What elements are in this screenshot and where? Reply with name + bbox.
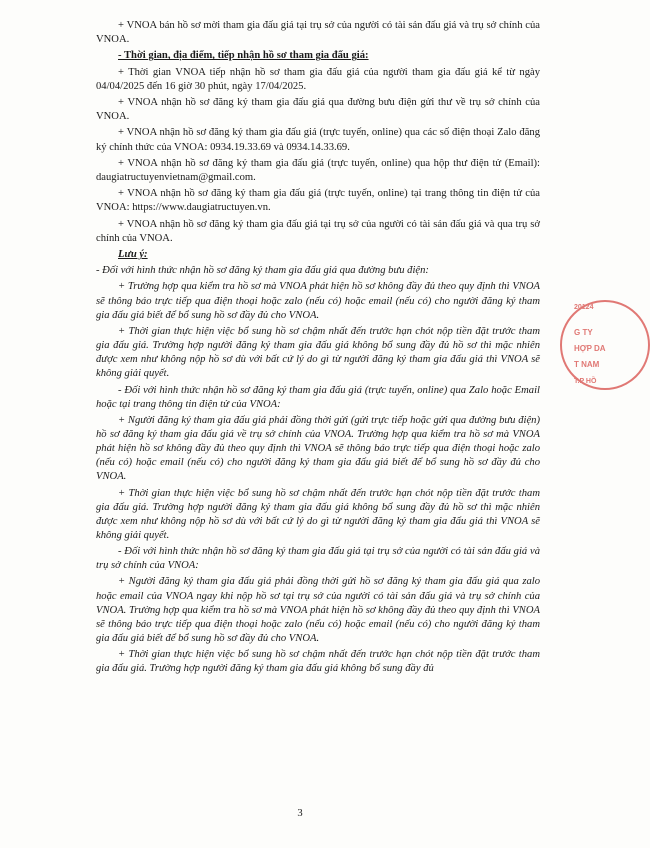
paragraph-receive-period: + Thời gian VNOA tiếp nhận hồ sơ tham gia đấu giá của người tham gia đấu giá kể từ ngày 04/04/2025 đến 16 giờ 30 phút, ngày 17/04/2025.: [96, 66, 540, 92]
heading-time-location: - Thời gian, địa điểm, tiếp nhận hồ sơ tham gia đấu giá:: [118, 50, 369, 62]
stamp-text: HỢP DA: [574, 344, 606, 353]
stamp-text: 20124: [574, 304, 594, 311]
paragraph-sale-location: + VNOA bán hồ sơ mời tham gia đấu giá tại trụ sở của người có tài sản đấu giá và trụ sở chính của VNOA.: [96, 20, 540, 46]
paragraph-post-office: + VNOA nhận hồ sơ đăng ký tham gia đấu giá qua đường bưu điện gửi thư về trụ sở chính của VNOA.: [96, 97, 540, 123]
paragraph-email: + VNOA nhận hồ sơ đăng ký tham gia đấu giá (trực tuyến, online) qua hộp thư điện tử (Email): daugiatructuyenvietnam@gmail.com.: [96, 157, 540, 183]
stamp-text: G TY: [574, 328, 593, 337]
company-stamp: [560, 300, 640, 410]
paragraph-zalo: + VNOA nhận hồ sơ đăng ký tham gia đấu giá (trực tuyến, online) qua các số điện thoại Zalo đăng ký chính thức của VNOA: 0934.19.33.69 và 0934.14.33.69.: [96, 127, 540, 153]
paragraph-head-office: + VNOA nhận hồ sơ đăng ký tham gia đấu giá tại trụ sở của người có tài sản đấu giá và qua trụ sở chính của VNOA.: [96, 218, 540, 244]
note-post-check: + Trường hợp qua kiểm tra hồ sơ mà VNOA phát hiện hồ sơ không đầy đủ theo quy định thì VNOA sẽ thông báo trực tiếp qua điện thoại hoặc zalo (nếu có) hoặc email (nếu có) cho người đăng ký tham gia đấu giá biết để bổ sung hồ sơ đầy đủ cho VNOA.: [96, 281, 540, 321]
note-office-check: + Người đăng ký tham gia đấu giá phải đồng thời gửi hồ sơ đăng ký tham gia đấu giá qua zalo hoặc email của VNOA ngay khi nộp hồ sơ tại trụ sở của người có tài sản đấu giá và trụ sở chính của VNOA. Trường hợp qua kiểm tra hồ sơ mà VNOA phát hiện hồ sơ không đầy đủ theo quy định thì VNOA sẽ thông báo trực tiếp qua điện thoại hoặc zalo (nếu có) hoặc email (nếu có) cho người đăng ký tham gia đấu giá biết để bổ sung hồ sơ đầy đủ cho VNOA.: [96, 576, 540, 644]
document-body: [96, 19, 540, 679]
note-office-heading: - Đối với hình thức nhận hồ sơ đăng ký tham gia đấu giá tại trụ sở của người có tài sản đấu giá và trụ sở chính của VNOA:: [96, 546, 540, 572]
note-online-deadline: + Thời gian thực hiện việc bổ sung hồ sơ chậm nhất đến trước hạn chót nộp tiền đặt trước tham gia đấu giá. Trường hợp người đăng ký tham gia đấu giá không bổ sung đầy đủ hồ sơ thì mặc nhiên được xem như không nộp hồ sơ dù với bất cứ lý do gì từ người đăng ký tham gia đấu giá thì VNOA sẽ không giải quyết.: [96, 487, 540, 541]
heading-note: Lưu ý:: [118, 248, 148, 260]
note-online-check: + Người đăng ký tham gia đấu giá phải đồng thời gửi (gửi trực tiếp hoặc gửi qua đường bưu điện) hồ sơ đăng ký tham gia đấu giá về trụ sở chính của VNOA. Trường hợp qua kiểm tra hồ sơ mà VNOA phát hiện hồ sơ không đầy đủ theo quy định thì VNOA sẽ thông báo trực tiếp qua điện thoại hoặc zalo (nếu có) hoặc email (nếu có) cho người đăng ký tham gia đấu giá biết để bổ sung hồ sơ đầy đủ cho VNOA.: [96, 414, 540, 483]
note-online-heading: - Đối với hình thức nhận hồ sơ đăng ký tham gia đấu giá (trực tuyến, online) qua Zalo hoặc Email hoặc tại trang thông tin điện tử của VNOA:: [96, 384, 540, 410]
note-post-deadline: + Thời gian thực hiện việc bổ sung hồ sơ chậm nhất đến trước hạn chót nộp tiền đặt trước tham gia đấu giá. Trường hợp người đăng ký tham gia đấu giá không bổ sung đầy đủ hồ sơ thì mặc nhiên được xem như không nộp hồ sơ dù với bất cứ lý do gì từ người đăng ký tham gia đấu giá thì VNOA sẽ không giải quyết.: [96, 325, 540, 380]
stamp-text: T NAM: [574, 360, 600, 369]
stamp-text: T.P HỒ: [574, 378, 597, 385]
page-number: 3: [297, 808, 303, 819]
note-office-deadline: + Thời gian thực hiện việc bổ sung hồ sơ chậm nhất đến trước hạn chót nộp tiền đặt trước tham gia đấu giá. Trường hợp người đăng ký tham gia đấu giá không bổ sung đầy đủ: [96, 649, 540, 675]
paragraph-website: + VNOA nhận hồ sơ đăng ký tham gia đấu giá (trực tuyến, online) tại trang thông tin điện tử của VNOA: https://www.daugiatructuyen.vn.: [96, 188, 540, 214]
note-post-heading: - Đối với hình thức nhận hồ sơ đăng ký tham gia đấu giá qua đường bưu điện:: [96, 265, 429, 277]
